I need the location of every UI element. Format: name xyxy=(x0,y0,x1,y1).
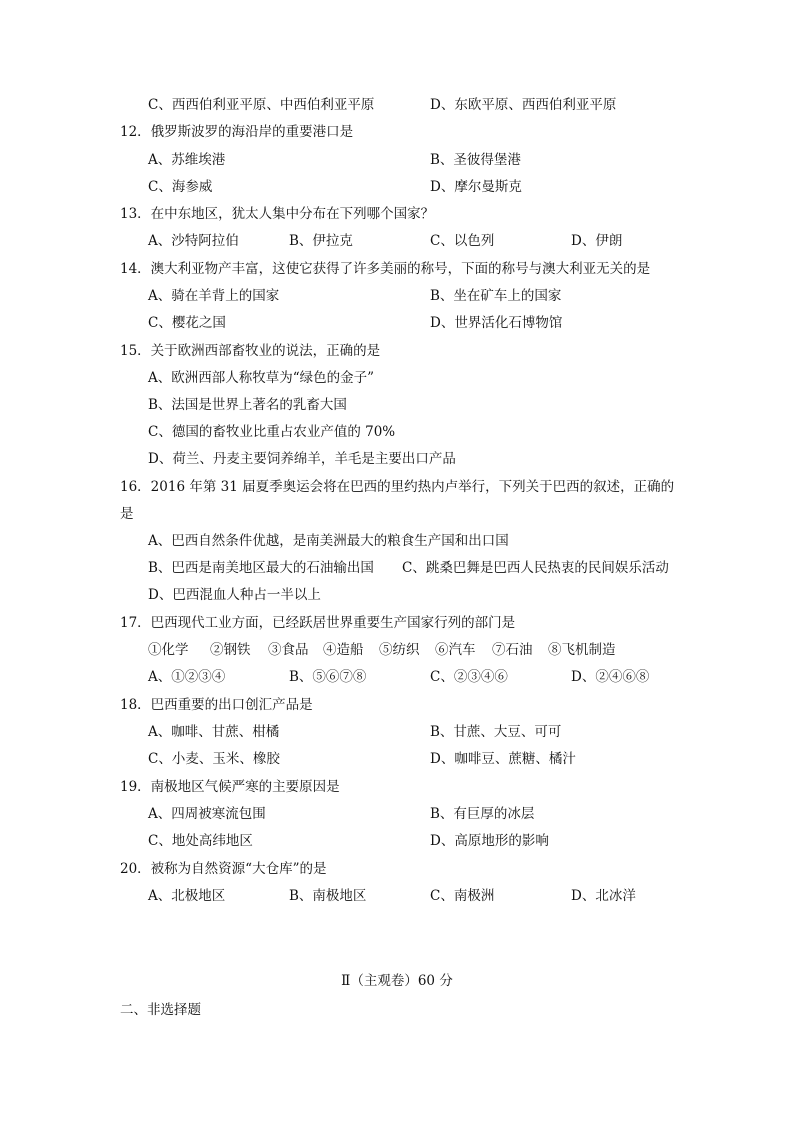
q20-option-d: D、北冰洋 xyxy=(571,888,636,904)
q14-option-a: A、骑在羊背上的国家 xyxy=(148,288,280,304)
q19-option-a: A、四周被寒流包围 xyxy=(148,806,266,822)
q17-option-d: D、②④⑥⑧ xyxy=(571,669,650,685)
q19-option-d: D、高原地形的影响 xyxy=(430,833,549,849)
q12-option-a: A、苏维埃港 xyxy=(148,152,226,168)
q15-option-d: D、荷兰、丹麦主要饲养绵羊，羊毛是主要出口产品 xyxy=(148,451,456,467)
q16-option-b: B、巴西是南美地区最大的石油输出国 xyxy=(148,560,374,576)
q14-option-b: B、坐在矿车上的国家 xyxy=(430,288,562,304)
q13-option-a: A、沙特阿拉伯 xyxy=(148,233,239,249)
q13-option-b: B、伊拉克 xyxy=(289,233,353,249)
q17-option-c: C、②③④⑥ xyxy=(430,669,508,685)
q15-stem: 15．关于欧洲西部畜牧业的说法，正确的是 xyxy=(120,343,381,359)
q16-option-a: A、巴西自然条件优越，是南美洲最大的粮食生产国和出口国 xyxy=(148,533,509,549)
q16-stem-line1: 16．2016 年第 31 届夏季奥运会将在巴西的里约热内卢举行，下列关于巴西的叙述，正确的 xyxy=(120,479,675,495)
q12-option-d: D、摩尔曼斯克 xyxy=(430,179,522,195)
q12-option-c: C、海参威 xyxy=(148,179,213,195)
q17-item: ⑤纺织 xyxy=(379,642,420,658)
q19-option-c: C、地处高纬地区 xyxy=(148,833,253,849)
q18-option-d: D、咖啡豆、蔗糖、橘汁 xyxy=(430,751,576,767)
q15-option-c: C、德国的畜牧业比重占农业产值的 70% xyxy=(148,424,396,440)
section-ii-heading: 二、非选择题 xyxy=(120,1002,201,1018)
q17-item: ②钢铁 xyxy=(210,642,251,658)
q16-option-c: C、跳桑巴舞是巴西人民热衷的民间娱乐活动 xyxy=(402,560,669,576)
q13-stem: 13．在中东地区，犹太人集中分布在下列哪个国家？ xyxy=(120,206,435,222)
q16-stem-line2: 是 xyxy=(120,506,134,522)
q11-option-d: D、东欧平原、西西伯利亚平原 xyxy=(430,97,617,113)
q18-option-c: C、小麦、玉米、橡胶 xyxy=(148,751,280,767)
q15-option-b: B、法国是世界上著名的乳畜大国 xyxy=(148,397,347,413)
q17-stem: 17．巴西现代工业方面，已经跃居世界重要生产国家行列的部门是 xyxy=(120,615,516,631)
q17-item: ⑦石油 xyxy=(492,642,533,658)
q19-stem: 19．南极地区气候严寒的主要原因是 xyxy=(120,779,340,795)
q17-item: ④造船 xyxy=(323,642,364,658)
q18-option-b: B、甘蔗、大豆、可可 xyxy=(430,724,562,740)
q20-option-c: C、南极洲 xyxy=(430,888,495,904)
q13-option-c: C、以色列 xyxy=(430,233,495,249)
q18-option-a: A、咖啡、甘蔗、柑橘 xyxy=(148,724,280,740)
q17-option-a: A、①②③④ xyxy=(148,669,226,685)
q15-option-a: A、欧洲西部人称牧草为“绿色的金子” xyxy=(148,370,375,386)
q20-stem: 20．被称为自然资源“大仓库”的是 xyxy=(120,861,327,877)
q13-option-d: D、伊朗 xyxy=(571,233,623,249)
q17-item: ⑥汽车 xyxy=(435,642,476,658)
q16-option-d: D、巴西混血人种占一半以上 xyxy=(148,587,321,603)
q12-option-b: B、圣彼得堡港 xyxy=(430,152,521,168)
q11-option-c: C、西西伯利亚平原、中西伯利亚平原 xyxy=(148,97,375,113)
q17-option-b: B、⑤⑥⑦⑧ xyxy=(289,669,367,685)
section-ii-title: Ⅱ（主观卷）60 分 xyxy=(341,973,453,989)
q14-option-c: C、樱花之国 xyxy=(148,315,226,331)
q20-option-a: A、北极地区 xyxy=(148,888,226,904)
q20-option-b: B、南极地区 xyxy=(289,888,367,904)
q12-stem: 12．俄罗斯波罗的海沿岸的重要港口是 xyxy=(120,124,354,140)
q17-item: ③食品 xyxy=(268,642,309,658)
q18-stem: 18．巴西重要的出口创汇产品是 xyxy=(120,697,313,713)
q17-item: ⑧飞机制造 xyxy=(548,642,616,658)
q17-item: ①化学 xyxy=(148,642,189,658)
q14-stem: 14．澳大利亚物产丰富，这使它获得了许多美丽的称号，下面的称号与澳大利亚无关的是 xyxy=(120,261,651,277)
q19-option-b: B、有巨厚的冰层 xyxy=(430,806,535,822)
q14-option-d: D、世界活化石博物馆 xyxy=(430,315,563,331)
